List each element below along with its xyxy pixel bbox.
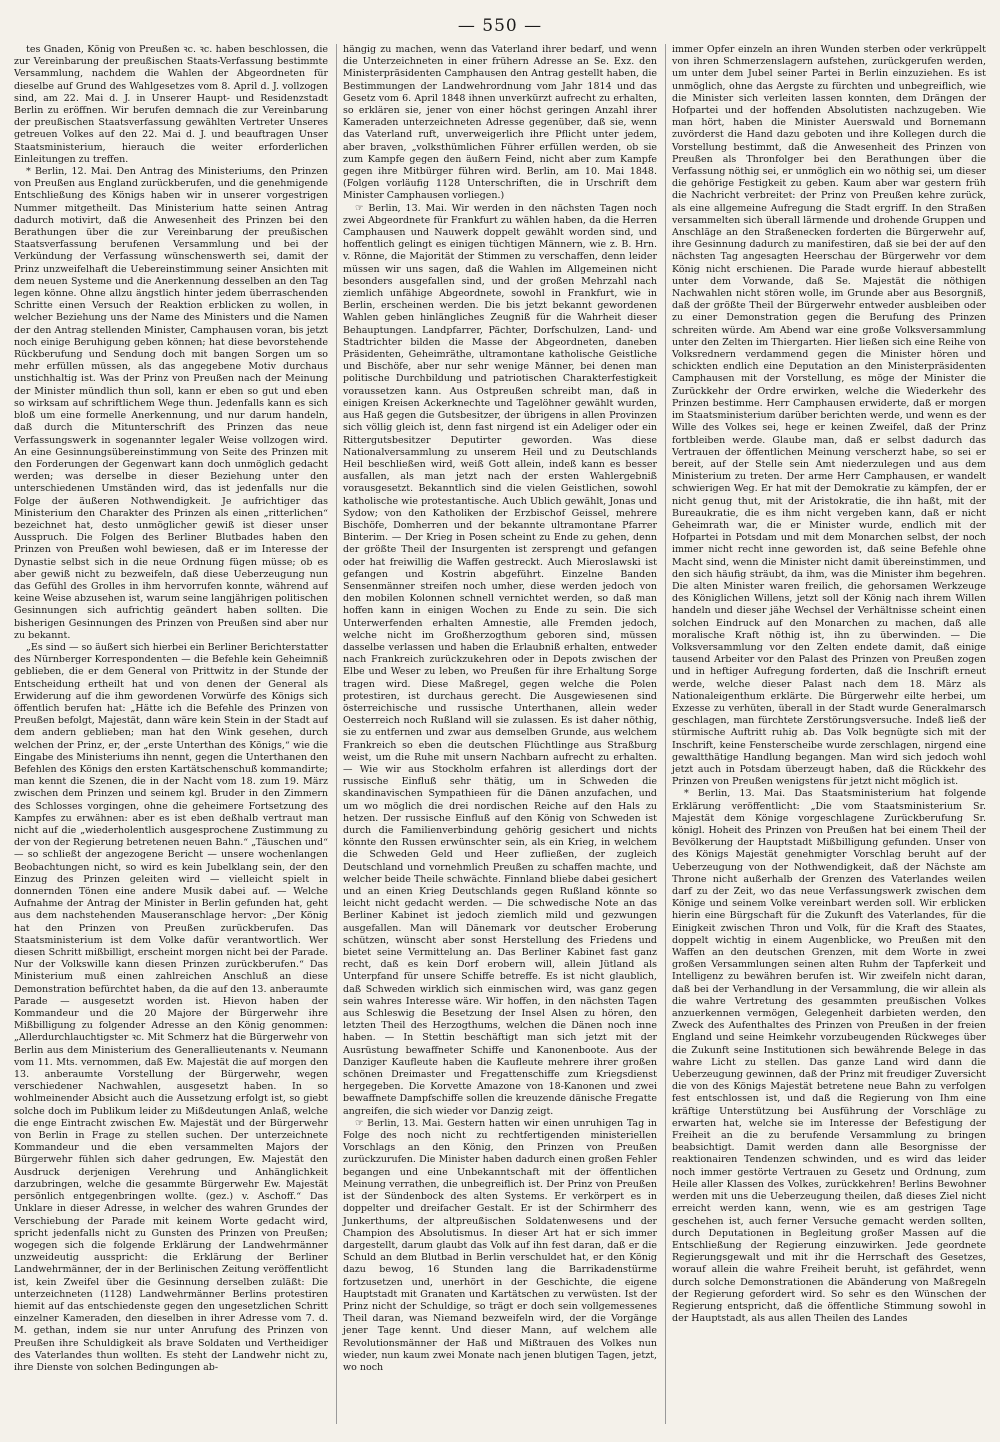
article-paragraph: immer Opfer einzeln an ihren Wunden sterben oder verkrüppelt von ihren Schmerzenslagern aufstehen, zurückgerufen werden, um unter dem Jubel seiner Partei in Berlin einzuziehen. Es ist unmöglich, ohne das Aergste zu fürchten und unbegreiflich, wie die Minister sich verleiten lassen konnten, dem Drängen der Hofpartei und der hoffenden Absolutisten nachzugeben. Wie man hört, haben die Minister Auerswald und Bornemann zuvörderst die Hand dazu geboten und ihre Kollegen durch die Vorstellung bestimmt, daß die Anwesenheit des Prinzen von Preußen als Thronfolger bei den Berathungen über die Verfassung nöthig sei, er unmöglich ein wo nöthig sei, um dieser die gehörige Festigkeit zu geben. Kaum aber war gestern früh die Nachricht verbreitet: der Prinz von Preußen kehre zurück, als eine allgemeine Aufregung die Stadt ergriff. In den Straßen versammelten sich überall lärmende und drohende Gruppen und Anschläge an den Straßenecken forderten die Bürgerwehr auf, ihre Gesinnung dadurch zu manifestiren, daß sie bei der auf den nächsten Tag angesagten Heerschau der Bürgerwehr vor dem König nicht erschienen. Die Parade wurde hierauf abbestellt unter dem Vorwande, daß Se. Majestät die nöthigen Nachwahlen nicht stören wolle, im Grunde aber aus Besorgniß, daß der größte Theil der Bürgerwehr entweder ausbleiben oder zu einer Demonstration gegen die Berufung des Prinzen schreiten würde. Am Abend war eine große Volksversammlung unter den Zelten im Thiergarten. Hier ließen sich eine Reihe von Volksrednern verdammend gegen die Minister hören und schickten endlich eine Deputation an den Ministerpräsidenten Camphausen mit der Vorstellung, es möge der Minister die Zurückkehr der Ordre erwirken, welche die Wiederkehr des Prinzen bestimme. Herr Camphausen erwiderte, daß er morgen im Staatsministerium darüber berichten werde, und wenn es der Wille des Volkes sei, hege er keinen Zweifel, daß der Prinz fortbleiben werde. Glaube man, daß er selbst dadurch das Vertrauen der öffentlichen Meinung verscherzt habe, so sei er bereit, auf der Stelle sein Amt niederzulegen und aus dem Ministerium zu treten. Der arme Herr Camphausen, er wandelt schwierigen Weg. Er hat mit der Demokratie zu kämpfen, der er nicht genug thut, mit der Aristokratie, die ihn haßt, mit der Bureaukratie, die es ihm nicht vergeben kann, daß er nicht Geheimrath war, die er Minister wurde, endlich mit der Hofpartei in Potsdam und mit dem Monarchen selbst, der noch immer nicht recht inne geworden ist, daß seine Befehle ohne Macht sind, wenn die Minister nicht damit übereinstimmen, und den sich häufig sträubt, da ihm, was die Minister ihm begehren. Die alten Minister waren freilich, die gehorsamen Werkzeuge des Königlichen Willens, jetzt soll der König nach ihrem Willen handeln und dieser jähe Wechsel der Verhältnisse scheint einen solchen Eindruck auf den Monarchen zu machen, daß alle moralische Kraft nöthig ist, ihn zu überwinden. — Die Volksversammlung vor den Zelten endete damit, daß einige tausend Arbeiter vor den Palast des Prinzen von Preußen zogen und in heftiger Aufregung forderten, daß die Inschrift erneut werde, welche dieser Palast nach dem 18. März als Nationaleigenthum erklärte. Die Bürgerwehr eilte herbei, um Exzesse zu verhüten, überall in der Stadt wurde Generalmarsch geschlagen, man fürchtete Zerstörungsversuche. Indeß ließ der stürmische Auftritt ruhig ab. Das Volk begnügte sich mit der Inschrift, keine Fensterscheibe wurde zerschlagen, nirgend eine gewaltthätige Handlung begangen. Man wird sich jedoch wohl jetzt auch in Potsdam überzeugt haben, daß die Rückkehr des Prinzen von Preußen wenigstens für jetzt nicht möglich ist. bbox=[672, 44, 986, 788]
text-columns bbox=[14, 44, 986, 1424]
column-3 bbox=[665, 44, 986, 1424]
article-paragraph: „Es sind — so äußert sich hierbei ein Berliner Berichterstatter des Nürnberger Korrespondenten — die Befehle kein Geheimniß geblieben, die er dem General von Prittwitz in der Stunde der Entscheidung ertheilt hat und von denen der General als Erwiderung auf die ihm gewordenen Vorwürfe des Königs sich öffentlich berufen hat: „Hätte ich die Befehle des Prinzen von Preußen befolgt, Majestät, dann wäre kein Stein in der Stadt auf dem andern geblieben; man hat den Wink gesehen, durch welchen der Prinz, er, der „erste Unterthan des Königs,“ wie die Eingabe des Ministeriums ihn nennt, gegen die Unterthanen den Befehlen des Königs den ersten Kartätschenschuß kommandirte; man kennt die Szenen, die in der Nacht vom 18. zum 19. März zwischen dem Prinzen und seinem kgl. Bruder in den Zimmern des Schlosses vorgingen, ohne die geheimere Fortsetzung des Kampfes zu erwähnen: aber es ist eben deßhalb vertraut man nicht auf die „wiederholentlich ausgesprochene Zustimmung zu der von der Regierung betretenen neuen Bahn.“ „Täuschen und“ — so schließt der angezogene Bericht — unsere wochenlangen Beobachtungen nicht, so wird es kein Jubelklang sein, der den Einzug des Prinzen geleiten wird — vielleicht spielt in donnernden Tönen eine andere Musik dabei auf. — Welche Aufnahme der Antrag der Minister in Berlin gefunden hat, geht aus dem nachstehenden Mauseranschlage hervor: „Der König hat den Prinzen von Preußen zurückberufen. Das Staatsministerium ist dem Volke dafür verantwortlich. Wer diesen Schritt mißbilligt, erscheint morgen nicht bei der Parade. Nur der Volkswille kann diesen Prinzen zurückberufen.“ Das Ministerium muß einen zahlreichen Anschluß an diese Demonstration befürchtet haben, da die auf den 13. anberaumte Parade — ausgesetzt worden ist. Hievon haben der Kommandeur und die 20 Majore der Bürgerwehr ihre Mißbilligung zu folgender Adresse an den König genommen: „Allerdurchlauchtigster ꝛc. Mit Schmerz hat die Bürgerwehr von Berlin aus dem Ministerium des Generallieutenants v. Neumann vom 11. Mts. vernommen, daß Ew. Majestät die auf morgen den 13. anberaumte Vorstellung der Bürgerwehr, wegen verschiedener Nachwahlen, ausgesetzt haben. In so wohlmeinender Absicht auch die Aussetzung erfolgt ist, so giebt solche doch im Publikum leider zu Mißdeutungen Anlaß, welche die enge Eintracht zwischen Ew. Majestät und der Bürgerwehr von Berlin in Frage zu stellen suchen. Der unterzeichnete Kommandeur und die eben versammelten Majors der Bürgerwehr fühlen sich daher gedrungen, Ew. Majestät den Ausdruck derjenigen Verehrung und Anhänglichkeit darzubringen, welche die gesammte Bürgerwehr Ew. Majestät persönlich entgegenbringen wollte. (gez.) v. Aschoff.“ Das Unklare in dieser Adresse, in welcher des wahren Grundes der Verschiebung der Parade mit keinem Worte gedacht wird, spricht jedenfalls nicht zu Gunsten des Prinzen von Preußen; wogegen sich die folgende Erklärung der Landwehrmänner unzweideutig ausspricht: die Erklärung der Berliner Landwehrmänner, der in der Berlinischen Zeitung veröffentlicht ist, kein Zweifel über die Gesinnung derselben zuläßt: Die unterzeichneten (1128) Landwehrmänner Berlins protestiren hiemit auf das entschiedenste gegen den ungesetzlichen Schritt einzelner Kameraden, den dieselben in ihrer Adresse vom 7. d. M. gethan, indem sie nur unter Anrufung des Prinzen von Preußen ihre Schuldigkeit als brave Soldaten und Vertheidiger des Vaterlandes thun wollten. Es steht der Landwehr nicht zu, ihre Dienste von solchen Bedingungen ab- bbox=[14, 641, 328, 1373]
article-paragraph: hängig zu machen, wenn das Vaterland ihrer bedarf, und wenn die Unterzeichneten in einer frühern Adresse an Se. Exz. den Ministerpräsidenten Camphausen den Antrag gestellt haben, die Bestimmungen der Landwehrordnung vom Jahr 1814 und das Gesetz vom 6. April 1848 ihnen unverkürzt aufrecht zu erhalten, so erklären sie, jener von einer höchst geringen Anzahl ihrer Kameraden unterzeichneten Adresse gegenüber, daß sie, wenn das Vaterland ruft, unverweigerlich ihre Pflicht unter jedem, aber braven, „volksthümlichen Führer erfüllen werden, ob sie zum Kampfe gegen den äußern Feind, nicht aber zum Kampfe gegen ihre Mitbürger führen wird. Berlin, am 10. Mai 1848. (Folgen vorläufig 1128 Unterschriften, die in Urschrift dem Minister Camphausen vorliegen.) bbox=[343, 44, 657, 202]
article-paragraph: * Berlin, 12. Mai. Den Antrag des Ministeriums, den Prinzen von Preußen aus England zurückberufen, und die genehmigende Entschließung des Königs haben wir in unserer vorgestrigen Nummer mitgetheilt. Das Ministerium hatte seinen Antrag dadurch motivirt, daß die Anwesenheit des Prinzen bei den Berathungen über die zur Vereinbarung der preußischen Staatsverfassung berufenen Versammlung und bei der Verkündung der Verfassung wünschenswerth sei, damit der Prinz unzweifelhaft die Uebereinstimmung seiner Ansichten mit dem neuen Systeme und die Anerkennung desselben an den Tag legen könne. Ohne allzu ängstlich hinter jedem überraschenden Schritte einen Versuch der Reaktion erblicken zu wollen, in welcher Beziehung uns der Name des Ministers und die Namen der den Antrag stellenden Minister, Camphausen voran, bis jetzt noch einige Beruhigung geben können; hat diese bevorstehende Rückberufung und Sendung doch mit bangen Sorgen um so mehr erfüllen müssen, als das angegebene Motiv durchaus unstichhaltig ist. Was der Prinz von Preußen nach der Meinung der Minister mündlich thun soll, kann er eben so gut und eben so wirksam auf schriftlichem Wege thun. Jedenfalls kann es sich bloß um eine formelle Anerkennung, und nur darum handeln, daß durch die Mitunterschrift des Prinzen das neue Verfassungswerk in sogenannter legaler Weise vollzogen wird. An eine Gesinnungsübereinstimmung von Seite des Prinzen mit den Forderungen der Gegenwart kann doch unmöglich gedacht werden; was derselbe in dieser Beziehung unter den unterschiedenen Umständen wird, das ist jedenfalls nur die Folge der äußeren Nothwendigkeit. Je aufrichtiger das Ministerium den Charakter des Prinzen als einen „ritterlichen“ bezeichnet hat, desto unmöglicher gewiß ist dieser unser Ausspruch. Die Folgen des Berliner Blutbades haben den Prinzen von Preußen wohl bewiesen, daß er im Interesse der Dynastie selbst sich in die neue Ordnung fügen müsse; ob es aber gewiß nicht zu bezweifeln, daß diese Ueberzeugung nun das Gefühl des Grolles in ihm hervorrufen konnte, während auf keine Weise abzusehen ist, warum seine langjährigen politischen Gesinnungen sich aufrichtig geändert haben sollten. Die bisherigen Gesinnungen des Prinzen von Preußen sind aber nur zu bekannt. bbox=[14, 166, 328, 641]
article-paragraph: ☞ Berlin, 13. Mai. Gestern hatten wir einen unruhigen Tag in Folge des noch nicht zu rechtfertigenden ministeriellen Vorschlags an den König, den Prinzen von Preußen zurückzurufen. Die Minister haben dadurch einen großen Fehler begangen und eine Unbekanntschaft mit der öffentlichen Meinung verrathen, die unbegreiflich ist. Der Prinz von Preußen ist der Sündenbock des alten Systems. Er verkörpert es in doppelter und dreifacher Gestalt. Er ist der Schirmherr des Junkerthums, der altpreußischen Soldatenwesens und der Champion des Absolutismus. In dieser Art hat er sich immer dargestellt, darum glaubt das Volk auf ihn fest daran, daß er die Schuld an dem Blutbad in Berlin verschuldet hat, er den König dazu bewog, 16 Stunden lang die Barrikadenstürme fortzusetzen und, unerhört in der Geschichte, die eigene Hauptstadt mit Granaten und Kartätschen zu verwüsten. Ist der Prinz nicht der Schuldige, so trägt er doch sein vollgemessenes Theil daran, was Niemand bezweifeln wird, der die Vorgänge jener Tage kennt. Und dieser Mann, auf welchem alle Revolutionsmänner der Haß und Mißtrauen des Volkes nun wieder, nun kaum zwei Monate nach jenen blutigen Tagen, jetzt, wo noch bbox=[343, 1117, 657, 1373]
article-paragraph: tes Gnaden, König von Preußen ꝛc. ꝛc. haben beschlossen, die zur Vereinbarung der preußischen Staats-Verfassung bestimmte Versammlung, nachdem die Wahlen der Abgeordneten für dieselbe auf Grund des Wahlgesetzes vom 8. April d. J. vollzogen sind, am 22. Mai d. J. in Unserer Haupt- und Residenzstadt Berlin zu eröffnen. Wir berufen demnach die zur Vereinbarung der preußischen Staatsverfassung gewählten Vertreter Unseres getreuen Volkes auf den 22. Mai d. J. und beauftragen Unser Staatsministerium, hierauch die weiter erforderlichen Einleitungen zu treffen. bbox=[14, 44, 328, 165]
page-number: — 550 — bbox=[457, 16, 543, 36]
column-1 bbox=[14, 44, 328, 1424]
article-paragraph: ☞ Berlin, 13. Mai. Wir werden in den nächsten Tagen noch zwei Abgeordnete für Frankfurt zu wählen haben, da die Herren Camphausen und Nauwerk doppelt gewählt worden sind, und hoffentlich gelingt es einigen tüchtigen Männern, wie z. B. Hrn. v. Rönne, die Majorität der Stimmen zu verschaffen, denn leider müssen wir uns sagen, daß die Wahlen im Allgemeinen nicht besonders ausgefallen sind, und der großen Mehrzahl nach ziemlich unfähige Abgeordnete, sowohl in Frankfurt, wie in Berlin, erscheinen werden. Die bis jetzt bekannt gewordenen Wahlen geben hinlängliches Zeugniß für die Wahrheit dieser Behauptungen. Landpfarrer, Pächter, Dorfschulzen, Land- und Stadtrichter bilden die Masse der Abgeordneten, daneben Präsidenten, Geheimräthe, ultramontane katholische Geistliche und Bischöfe, aber nur sehr wenige Männer, bei denen man politische Durchbildung und patriotischen Charakterfestigkeit voraussetzen kann. Aus Ostpreußen schreibt man, daß in einigen Kreisen Ackerknechte und Tagelöhner gewählt wurden, aus Haß gegen die Gutsbesitzer, der übrigens in allen Provinzen sich völlig gleich ist, denn fast nirgend ist ein Adeliger oder ein Rittergutsbesitzer Deputirter geworden. Was diese Nationalversammlung zu unserem Heil und zu Deutschlands Heil beschließen wird, weiß Gott allein, indeß kann es besser ausfallen, als man jetzt nach der ersten Wahlergebniß vorausgesetzt. Bekanntlich sind die vielen Geistlichen, sowohl katholische wie protestantische. Auch Ublich gewählt, Jonas und Sydow; von den Katholiken der Erzbischof Geissel, mehrere Bischöfe, Domherren und der bekannte ultramontane Pfarrer Binterim. — Der Krieg in Posen scheint zu Ende zu gehen, denn der größte Theil der Insurgenten ist zersprengt und gefangen oder hat freiwillig die Waffen gestreckt. Auch Mieroslawski ist gefangen und Kostrin abgeführt. Einzelne Banden Sensenmänner streifen noch umher, diese werden jedoch von den mobilen Kolonnen schnell vernichtet werden, so daß man hoffen kann in einigen Wochen zu Ende zu sein. Die sich Unterwerfenden erhalten Amnestie, alle Fremden jedoch, welche nicht im Großherzogthum geboren sind, müssen dasselbe verlassen und haben die Erlaubniß erhalten, entweder nach Frankreich zurückzukehren oder in Depots zwischen der Elbe und Weser zu leben, wo Preußen für ihre Erhaltung Sorge tragen wird. Diese Maßregel, gegen welche die Polen protestiren, ist durchaus gerecht. Die Ausgewiesenen sind österreichische und russische Unterthanen, allein weder Oesterreich noch Rußland will sie zulassen. Es ist daher nöthig, sie zu entfernen und zwar aus demselben Grunde, aus welchem Frankreich so eben die deutschen Flüchtlinge aus Straßburg weist, um die Ruhe mit unsern Nachbarn aufrecht zu erhalten. — Wie wir aus Stockholm erfahren ist allerdings dort der russische Einfluß sehr thätig, um in Schweden die skandinavischen Sympathieen für die Dänen anzufachen, und um wo möglich die drei nordischen Reiche auf den Hals zu hetzen. Der russische Einfluß auf den König von Schweden ist durch die Familienverbindung gehörig gesichert und nichts könnte den Russen erwünschter sein, als ein Krieg, in welchem die Schweden Geld und Heer zufließen, der zugleich Deutschland und vornehmlich Preußen zu schaffen machte, und welcher beide Theile schwächte. Finnland bliebe dabei gesichert und an einen Krieg Deutschlands gegen Rußland könnte so leicht nicht gedacht werden. — Die schwedische Note an das Berliner Kabinet ist jedoch ziemlich mild und gezwungen ausgefallen. Man will Dänemark vor deutscher Eroberung schützen, wünscht aber sonst Herstellung des Friedens und bietet seine Vermittelung an. Das Berliner Kabinet fast ganz recht, daß es kein Dorf erobern will, allein Jütland als Unterpfand für unsere Schiffe betreffe. Es ist nicht glaublich, daß Schweden wirklich sich einmischen wird, was ganz gegen sein wahres Interesse wäre. Wir hoffen, in den nächsten Tagen aus Schleswig die Besetzung der Insel Alsen zu hören, den letzten Theil des Herzogthums, welchen die Dänen noch inne haben. — In Stettin beschäftigt man sich jetzt mit der Ausrüstung bewaffneter Schiffe und Kanonenboote. Aus der Danziger Kaufleute haben die Kaufleute mehrere ihrer großen schönen Dreimaster und Fregattenschiffe zum Kriegsdienst hergegeben. Die Korvette Amazone von 18-Kanonen und zwei bewaffnete Dampfschiffe sollen die kreuzende dänische Fregatte angreifen, die sich wieder vor Danzig zeigt. bbox=[343, 202, 657, 1117]
column-2 bbox=[336, 44, 657, 1424]
article-paragraph: * Berlin, 13. Mai. Das Staatsministerium hat folgende Erklärung veröffentlicht: „Die vom Staatsministerium Sr. Majestät dem Könige vorgeschlagene Zurückberufung Sr. königl. Hoheit des Prinzen von Preußen hat bei einem Theil der Bevölkerung der Hauptstadt Mißbilligung gefunden. Unser von des Königs Majestät genehmigter Vorschlag beruht auf der Ueberzeugung von der Nothwendigkeit, daß der Nächste am Throne nicht außerhalb der Grenzen des Vaterlandes weilen darf zu der Zeit, wo das neue Verfassungswerk zwischen dem Könige und seinem Volke vereinbart werden soll. Wir erblicken hierin eine Bürgschaft für die Zukunft des Vaterlandes, für die Einigkeit zwischen Thron und Volk, für die Kraft des Staates, doppelt wichtig in einem Augenblicke, wo Preußen mit den Waffen an den deutschen Grenzen, mit dem Worte in zwei großen Versammlungen seinen alten Ruhm der Tapferkeit und Intelligenz zu bewähren berufen ist. Wir zweifeln nicht daran, daß bei der Verhandlung in der Versammlung, die wir allein als die wahre Vertretung des gesammten preußischen Volkes anzuerkennen vermögen, Gelegenheit darbieten werden, den Zweck des Aufenthaltes des Prinzen von Preußen in der freien England und seine Heimkehr vorzubeugenden Rückweges über die Zukunft seine Institutionen sich bewährende Belege in das wahre Licht zu stellen. Das ganze Land wird dann die Ueberzeugung gewinnen, daß der Prinz mit freudiger Zuversicht die von des Königs Majestät betretene neue Bahn zu verfolgen fest entschlossen ist, und daß die Regierung von Ihm eine kräftige Unterstützung bei Ausführung der Vorschläge zu erwarten hat, welche sie im Interesse der Befestigung der Freiheit an die zu berufende Versammlung zu bringen beabsichtigt. Damit werden dann alle Besorgnisse der reaktionairen Tendenzen schwinden, und es wird das leider noch immer gestörte Vertrauen zu Gesetz und Ordnung, zum Heile aller Klassen des Volkes, zurückkehren! Berlins Bewohner werden mit uns die Ueberzeugung theilen, daß dieses Ziel nicht erreicht werden kann, wenn, wie es am gestrigen Tage geschehen ist, auch ferner Versuche gemacht werden sollten, durch Deputationen in Begleitung großer Massen auf die Entschließung der Regierung einzuwirken. Jede geordnete Regierungsgewalt und mit ihr die Herrschaft des Gesetzes, worauf allein die wahre Freiheit beruht, ist gefährdet, wenn durch solche Demonstrationen die Abänderung von Maßregeln der Regierung gefordert wird. So sehr es den Wünschen der Regierung entspricht, daß die öffentliche Stimmung sowohl in der Hauptstadt, als aus allen Theilen des Landes bbox=[672, 788, 986, 1325]
